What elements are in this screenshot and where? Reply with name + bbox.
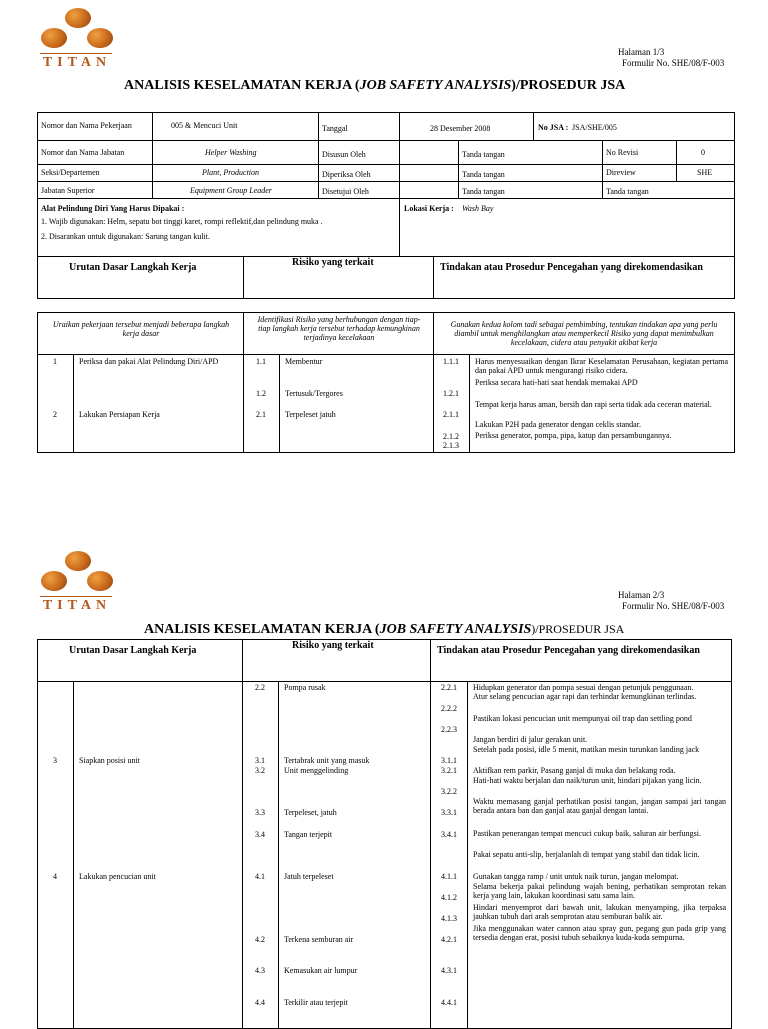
step-number: 3 xyxy=(53,756,57,765)
date-label: Tanggal xyxy=(322,124,348,133)
action-number: 3.2.1 xyxy=(441,766,457,775)
risk-text: Jatuh terpeleset xyxy=(284,872,334,881)
page-info xyxy=(618,590,724,612)
risk-text: Tertabrak unit yang masuk xyxy=(284,756,370,765)
action-text: Hindari menyemprot dari bawah unit, lakukan menyamping, jika terpaksa jauhkan tubuh dari arah semprotan atau semburan balik air. xyxy=(473,903,726,921)
reviewed-value: SHE xyxy=(697,168,713,177)
revision-label: No Revisi xyxy=(606,148,639,157)
action-number: 2.1.3 xyxy=(443,441,459,450)
titan-logo xyxy=(38,551,118,611)
step-text: Lakukan Persiapan Kerja xyxy=(79,410,160,419)
action-number: 1.1.1 xyxy=(443,357,459,366)
action-text: Jika menggunakan water cannon atau spray gun, pegang gun pada grip yang tersedia dengan erat, posisi tubuh sebaiknya kuda-kuda sempurna. xyxy=(473,924,726,942)
action-number: 4.4.1 xyxy=(441,998,457,1007)
risk-text: Terpeleset jatuh xyxy=(285,410,336,419)
col-head-risks: Risiko yang terkait xyxy=(292,640,374,651)
risk-number: 3.2 xyxy=(255,766,265,775)
section-label: Seksi/Departemen xyxy=(41,168,100,177)
action-number: 2.1.2 xyxy=(443,432,459,441)
risk-number: 1.1 xyxy=(256,357,266,366)
action-text: Waktu memasang ganjal perhatikan posisi tangan, jangan sampai jari tangan berada antara ban dan ganjal atau ganjal dengan lantai. xyxy=(473,797,726,815)
risk-text: Membentur xyxy=(285,357,323,366)
date-value: 28 Desember 2008 xyxy=(430,124,491,133)
signature-label-1: Tanda tangan xyxy=(462,150,505,159)
action-number: 4.2.1 xyxy=(441,935,457,944)
risk-text: Terpeleset, jatuh xyxy=(284,808,337,817)
jsa-number-value: JSA/SHE/005 xyxy=(572,123,617,132)
action-number: 3.1.1 xyxy=(441,756,457,765)
action-number: 2.2.2 xyxy=(441,704,457,713)
action-text: Selama bekerja pakai pelindung wajah bening, perhatikan semprotan rekan kerja yang lain, lakukan koordinasi satu sama lain. xyxy=(473,882,726,900)
action-number: 2.2.1 xyxy=(441,683,457,692)
page-title: ANALISIS KESELAMATAN KERJA (JOB SAFETY ANALYSIS)/PROSEDUR JSA xyxy=(124,78,626,93)
risk-number: 4.1 xyxy=(255,872,265,881)
jsa-number-label: No JSA : xyxy=(538,123,569,132)
risk-text: Terkena semburan air xyxy=(284,935,354,944)
risk-number: 4.2 xyxy=(255,935,265,944)
col-head-steps: Urutan Dasar Langkah Kerja xyxy=(69,262,197,273)
action-text: Harus menyesuaikan dengan Ikrar Keselamatan Perusahaan, kegiatan pertama dan pakai APD untuk mengurangi risiko cidera. xyxy=(475,357,728,375)
step-text: Periksa dan pakai Alat Pelindung Diri/APD xyxy=(79,357,219,366)
risk-number: 3.3 xyxy=(255,808,265,817)
job-name-label: Nomor dan Nama Pekerjaan xyxy=(41,121,132,130)
page-info xyxy=(618,47,724,69)
checked-by-label: Diperiksa Oleh xyxy=(322,170,371,179)
action-number: 2.2.3 xyxy=(441,725,457,734)
action-number: 4.1.2 xyxy=(441,893,457,902)
job-name-value: 005 & Mencuci Unit xyxy=(171,121,238,130)
risk-number: 2.1 xyxy=(256,410,266,419)
titan-logo xyxy=(38,8,118,68)
action-text: Atur selang pencucian agar rapi dan terhindar kemungkinan terlindas. xyxy=(473,692,697,701)
position-label: Nomor dan Nama Jabatan xyxy=(41,148,125,157)
step-text: Siapkan posisi unit xyxy=(79,756,140,765)
action-text: Aktifkan rem parkir, Pasang ganjal di muka dan belakang roda. xyxy=(473,766,676,775)
action-text: Gunakan tangga ramp / unit untuk naik turun, jangan melompat. xyxy=(473,872,679,881)
action-text: Setelah pada posisi, idle 5 menit, matikan mesin turunkan landing jack xyxy=(473,745,700,754)
action-number: 3.4.1 xyxy=(441,830,457,839)
action-number: 2.1.1 xyxy=(443,410,459,419)
risk-text: Pompa rusak xyxy=(284,683,326,692)
logo-text: TITAN xyxy=(42,55,112,70)
action-text: Tempat kerja harus aman, bersih dan rapi serta tidak ada ceceran material. xyxy=(475,400,712,409)
action-text: Jangan berdiri di jalur gerakan unit. xyxy=(473,735,588,744)
action-number: 1.2.1 xyxy=(443,389,459,398)
col-head-actions: Tindakan atau Prosedur Pencegahan yang direkomendasikan xyxy=(440,262,703,273)
action-number: 4.1.1 xyxy=(441,872,457,881)
signature-label-3: Tanda tangan xyxy=(462,187,505,196)
step-number: 4 xyxy=(53,872,57,881)
ppe-recommended: 2. Disarankan untuk digunakan: Sarung tangan kulit. xyxy=(41,232,210,241)
action-text: Pakai sepatu anti-slip, berjalanlah di tempat yang stabil dan tidak licin. xyxy=(473,850,700,859)
action-text: Pastikan lokasi pencucian unit mempunyai oil trap dan settling pond xyxy=(473,714,692,723)
action-number: 3.2.2 xyxy=(441,787,457,796)
col-head-steps: Urutan Dasar Langkah Kerja xyxy=(69,645,197,656)
page-number: Halaman 1/3 xyxy=(618,47,665,57)
signature-label-2: Tanda tangan xyxy=(462,170,505,179)
step-number: 2 xyxy=(53,410,57,419)
action-number: 3.3.1 xyxy=(441,808,457,817)
revision-value: 0 xyxy=(701,148,705,157)
risk-text: Tangan terjepit xyxy=(284,830,333,839)
page-number: Halaman 2/3 xyxy=(618,590,665,600)
risk-number: 3.1 xyxy=(255,756,265,765)
reviewed-label: Direview xyxy=(606,168,636,177)
superior-label: Jabatan Superior xyxy=(41,186,95,195)
logo-text: TITAN xyxy=(42,598,112,613)
risk-text: Terkilir atau terjepit xyxy=(284,998,348,1007)
signature-label-4: Tanda tangan xyxy=(606,187,649,196)
superior-value: Equipment Group Leader xyxy=(190,186,272,195)
action-text: Hidupkan generator dan pompa sesuai dengan petunjuk penggunaan. xyxy=(473,683,694,692)
ppe-title: Alat Pelindung Diri Yang Harus Dipakai : xyxy=(41,204,185,213)
risk-number: 2.2 xyxy=(255,683,265,692)
action-text: Lakukan P2H pada generator dengan ceklis standar. xyxy=(475,420,641,429)
step-text: Lakukan pencucian unit xyxy=(79,872,156,881)
guide-risks: Identifikasi Risiko yang berhubungan dengan tiap-tiap langkah kerja tersebut terhadap kemungkinan terjadinya kecelakaan xyxy=(257,315,421,342)
position-value: Helper Washing xyxy=(205,148,257,157)
risk-text: Unit menggelinding xyxy=(284,766,349,775)
guide-actions: Gunakan kedua kolom tadi sebagai pembimbing, tentukan tindakan apa yang perlu diambil untuk menghilangkan atau memperkecil Risiko yang dapat menimbulkan kecelakaan, cidera atau penyakit akibat kerja xyxy=(450,320,718,347)
form-number: Formulir No. SHE/08/F-003 xyxy=(622,601,725,611)
work-location-value: Wash Bay xyxy=(462,204,494,213)
action-number: 4.1.3 xyxy=(441,914,457,923)
page-title: ANALISIS KESELAMATAN KERJA (JOB SAFETY ANALYSIS)/PROSEDUR JSA xyxy=(144,622,625,637)
action-text: Periksa generator, pompa, pipa, katup dan persambungannya. xyxy=(475,431,672,440)
risk-number: 1.2 xyxy=(256,389,266,398)
action-text: Hati-hati waktu berjalan dan naik/turun unit, hindari pijakan yang licin. xyxy=(473,776,702,785)
risk-text: Kemasukan air lumpur xyxy=(284,966,358,975)
action-text: Periksa secara hati-hati saat hendak memakai APD xyxy=(475,378,638,387)
risk-text: Tertusuk/Tergores xyxy=(285,389,343,398)
action-number: 4.3.1 xyxy=(441,966,457,975)
prepared-by-label: Disusun Oleh xyxy=(322,150,366,159)
form-number: Formulir No. SHE/08/F-003 xyxy=(622,58,725,68)
risk-number: 4.3 xyxy=(255,966,265,975)
section-value: Plant, Production xyxy=(202,168,260,177)
risk-number: 4.4 xyxy=(255,998,265,1007)
guide-steps: Uraikan pekerjaan tersebut menjadi beberapa langkah kerja dasar xyxy=(52,320,230,338)
col-head-actions: Tindakan atau Prosedur Pencegahan yang direkomendasikan xyxy=(437,645,700,656)
work-location-label: Lokasi Kerja : xyxy=(404,204,454,213)
step-number: 1 xyxy=(53,357,57,366)
ppe-required: 1. Wajib digunakan: Helm, sepatu bot tinggi karet, rompi reflektif,dan pelindung muka . xyxy=(41,217,323,226)
risk-number: 3.4 xyxy=(255,830,265,839)
col-head-risks: Risiko yang terkait xyxy=(292,257,374,268)
action-text: Pastikan penerangan tempat mencuci cukup baik, saluran air berfungsi. xyxy=(473,829,701,838)
approved-by-label: Disetujui Oleh xyxy=(322,187,369,196)
